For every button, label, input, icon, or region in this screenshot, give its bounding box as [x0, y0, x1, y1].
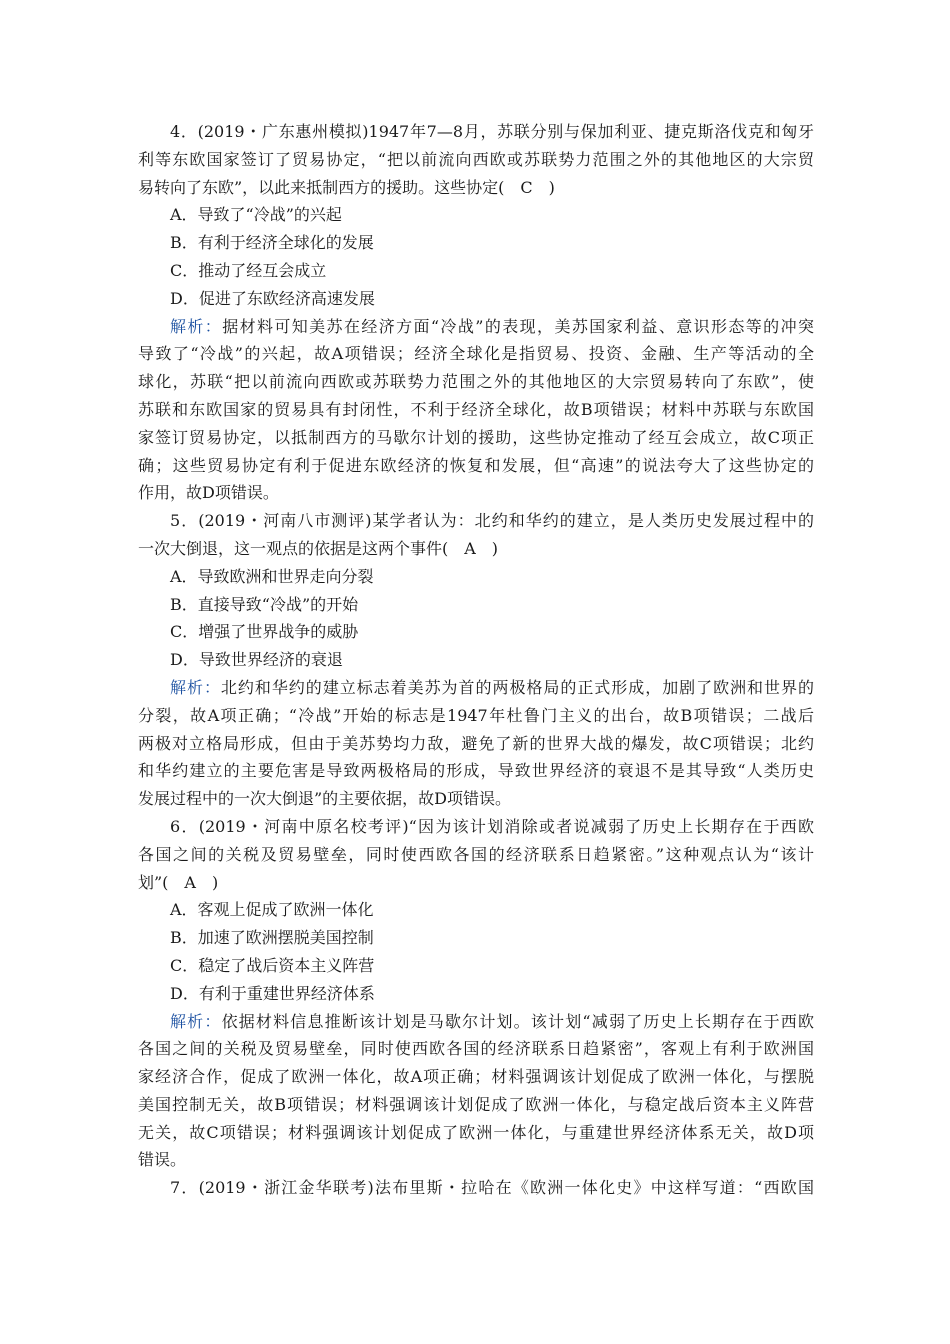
analysis-line — [138, 1008, 814, 1036]
analysis-line: 导致了“冷战”的兴起，故A项错误；经济全球化是指贸易、投资、金融、生产等活动的全 — [138, 344, 814, 364]
analysis-line — [138, 313, 814, 341]
option-b: B．有利于经济全球化的发展 — [170, 233, 374, 253]
analysis-line: 美国控制无关，故B项错误；材料强调该计划促成了欧洲一体化，与稳定战后资本主义阵营 — [138, 1094, 814, 1114]
question-stem-line: 6．(2019・河南中原名校考评)“因为该计划消除或者说减弱了历史上长期存在于西欧 — [170, 816, 814, 836]
option-a: A．客观上促成了欧洲一体化 — [170, 900, 374, 920]
question-7 — [138, 1174, 814, 1202]
analysis-line: 家签订贸易协定，以抵制西方的马歇尔计划的援助，这些协定推动了经互会成立，故C项正 — [138, 427, 814, 447]
option-d: D．有利于重建世界经济体系 — [170, 983, 375, 1003]
analysis-line: 和华约建立的主要危害是导致两极格局的形成，导致世界经济的衰退不是其导致“人类历史 — [138, 761, 814, 781]
option-c: C．稳定了战后资本主义阵营 — [170, 955, 375, 975]
analysis-line: 分裂，故A项正确；“冷战”开始的标志是1947年杜鲁门主义的出台，故B项错误；二战后 — [138, 705, 814, 725]
analysis-line: 发展过程中的一次大倒退”的主要依据，故D项错误。 — [138, 789, 512, 809]
analysis-line: 家经济合作，促成了欧洲一体化，故A项正确；材料强调该计划促成了欧洲一体化，与摆脱 — [138, 1067, 814, 1087]
question-stem-line: 4．(2019・广东惠州模拟)1947年7—8月，苏联分别与保加利亚、捷克斯洛伐克和匈牙 — [170, 122, 814, 141]
analysis-text: 北约和华约的建立标志着美苏为首的两极格局的正式形成，加剧了欧洲和世界的 — [220, 677, 814, 697]
analysis-text: 依据材料信息推断该计划是马歇尔计划。该计划“减弱了历史上长期存在于西欧 — [221, 1011, 814, 1031]
question-stem-line: 利等东欧国家签订了贸易协定，“把以前流向西欧或苏联势力范围之外的其他地区的大宗贸 — [138, 149, 814, 169]
question-stem-line: 易转向了东欧”，以此来抵制西方的援助。这些协定( C ) — [138, 177, 555, 197]
analysis-line — [138, 674, 814, 702]
question-stem-line: 一次大倒退，这一观点的依据是这两个事件( A ) — [138, 538, 499, 558]
analysis-line: 苏联和东欧国家的贸易具有封闭性，不利于经济全球化，故B项错误；材料中苏联与东欧国 — [138, 399, 814, 419]
analysis-label: 解析： — [170, 1011, 222, 1031]
question-stem-line: 7．(2019・浙江金华联考)法布里斯・拉哈在《欧洲一体化史》中这样写道：“西欧国 — [170, 1178, 814, 1198]
option-c: C．增强了世界战争的威胁 — [170, 622, 359, 642]
question-stem-line: 5．(2019・河南八市测评)某学者认为：北约和华约的建立，是人类历史发展过程中的 — [170, 511, 814, 531]
option-b: B．直接导致“冷战”的开始 — [170, 594, 359, 614]
question-4 — [138, 118, 814, 507]
option-d: D．导致世界经济的衰退 — [170, 650, 343, 670]
option-a: A．导致欧洲和世界走向分裂 — [170, 566, 374, 586]
analysis-line: 作用，故D项错误。 — [138, 483, 279, 503]
analysis-line: 球化，苏联“把以前流向西欧或苏联势力范围之外的其他地区的大宗贸易转向了东欧”，使 — [138, 372, 814, 392]
question-stem-line: 各国之间的关税及贸易壁垒，同时使西欧各国的经济联系日趋紧密。”这种观点认为“该计 — [138, 844, 814, 864]
analysis-text: 据材料可知美苏在经济方面“冷战”的表现，美苏国家利益、意识形态等的冲突 — [222, 316, 814, 336]
question-6 — [138, 813, 814, 1174]
document-page — [138, 118, 814, 1202]
analysis-label: 解析： — [170, 677, 221, 697]
option-d: D．促进了东欧经济高速发展 — [170, 288, 375, 308]
analysis-line: 两极对立格局形成，但由于美苏势均力敌，避免了新的世界大战的爆发，故C项错误；北约 — [138, 733, 814, 753]
analysis-line: 各国之间的关税及贸易壁垒，同时使西欧各国的经济联系日趋紧密”，客观上有利于欧洲国 — [138, 1039, 814, 1059]
analysis-line: 错误。 — [138, 1150, 187, 1170]
analysis-line: 确；这些贸易协定有利于促进东欧经济的恢复和发展，但“高速”的说法夸大了这些协定的 — [138, 455, 814, 475]
option-c: C．推动了经互会成立 — [170, 260, 327, 280]
analysis-line: 无关，故C项错误；材料强调该计划促成了欧洲一体化，与重建世界经济体系无关，故D项 — [138, 1122, 814, 1142]
question-stem-line: 划”( A ) — [138, 872, 219, 892]
option-a: A．导致了“冷战”的兴起 — [170, 205, 342, 225]
analysis-label: 解析： — [170, 316, 223, 336]
question-5 — [138, 507, 814, 813]
option-b: B．加速了欧洲摆脱美国控制 — [170, 928, 374, 948]
